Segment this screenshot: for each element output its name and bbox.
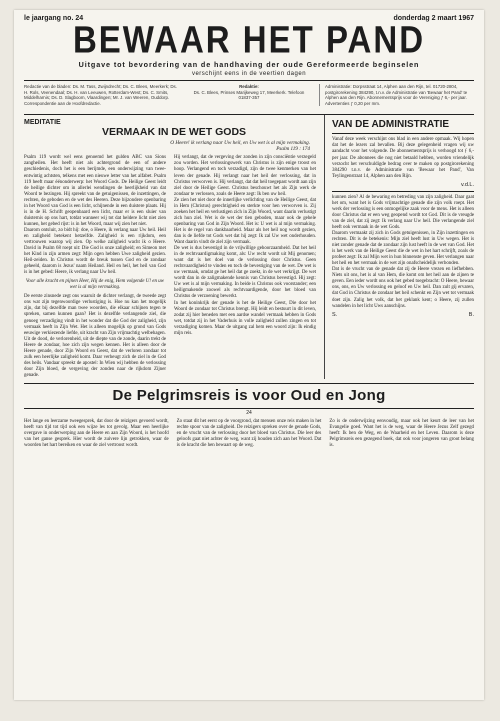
paragraph: De eerste zinsnede zegt ons waaruit de dichter verlangt, de tweede zegt ons wat zijn tegenwoordige verlustiging is. Hoe nu kan het mogelijk zijn, dat bij dezelfde man twee woorden, die elkaar schijnen tegen te spreken, samen kunnen gaan? Het is dezelfde verlangende ziel, die genoeg verzadiging vindt in het wonder dat die God der zaligheid, zijn vermaak heeft in Zijn Wet. Het is alleen mogelijk op grond van Gods eeuwige verkiezende liefde, uit kracht van Zijn vrijmachtig welbehagen. [24, 294, 166, 336]
pelgrim-column-1: Het lange en leerzame tweegesprek, dat door de reizigers gevoerd wordt, heeft van tijd tot tijd ook een wijze les tot gevolg. Maar een heerlijke overgave in onderwerping aan de Heere en aan Zijn Woord, is het hoofd van het ganse gesprek. Hier wordt de zuivere lijn getrokken, waar de woorden het hart bereiken en waar de ziel vertroost wordt. [24, 418, 169, 449]
paragraph: In het koninkrijk der genade is het de Heilige Geest, Die door het Woord de zondaar tot Christus brengt. Hij leidt en bestuurt in dit leven, zodat zij hier beneden met een aardse wandel vermaak hebben in Gods wet, totdat zij in het Vaderhuis in volle zaligheid zullen zingen en tot verzadiging komen. Maar de uitgang zal hem een woord zijn: Ik eindig mijn reis. [174, 300, 316, 336]
administratie-signature [332, 182, 474, 188]
paragraph: Hij verlangt, dat de vergeving der zonden in zijn consciëntie verzegeld zou worden. Het verlossingswerk van Christus is zijn enige troost en hoop. Verlangend en toch verzadigd, zijn de twee kenmerken van het leven der genade. Hij verlangt naar het heil der verlossing, dat in Christus verworven is. Hij verlangt, dat dat heil toegepast wordt aan zijn ziel door de Heilige Geest. Christus beschouwt het als Zijn werk de zondaar te verlossen, zoals de Heere zegt: Ik ben uw heil. [174, 155, 316, 197]
meditatie-quote-text: O Heere! ik verlang naar Uw heil, en Uw wet is al mijn vermaking. [170, 140, 310, 147]
main-section [24, 114, 474, 379]
issue-date: donderdag 2 maart 1967 [393, 15, 474, 22]
paragraph: Uit de dood, de verlorenheid, uit de diepte van de zonde, daarin trekt de Heere de zondaar, hoe zich zijn wegen kennen. Het is alleen door de Heere genade, door Zijn Woord en Geest, dat de verloren zondaar tot zulk een heerlijke zaligheid komt. Daar verheugt zich de ziel in de God des heils. Vandaar spreekt de apostel: In Wien wij hebben de verlossing door Zijn bloed, de vergeving der zonden naar de rijkdom Zijner genade. [24, 336, 166, 378]
info-editorial-heading: Redaktie: [239, 84, 259, 89]
meditatie-label: MEDITATIE [24, 119, 61, 127]
paragraph: Daarom ontsluit, zo bidt hij: doe, o Heere, ik verlang naar Uw heil. Heil en zaligheid betekent hetzelfde. Zaligheid is een rijkdom, een vertrouwen waarop wij zien. Op welke zaligheid wacht ik o Heere. David in Psalm 68 roept uit: Die God is onze zaligheid; en Simeon met het Kind in zijn armen zegt: Mijn ogen hebben Uwe zaligheid gezien. Heil-zeiden. In Christus wordt de breuk tussen God en de zondaar geheeld, daarom is Jezus' naam Heiland. Heil en heil, het heil van God is in het gebed: Heere, ik verlang naar Uw heil. [24, 227, 166, 276]
masthead-subtitle: Uitgave tot bevordering van de handhaving der oude Gereformeerde beginselen [78, 60, 420, 69]
page-number: 24 [246, 409, 252, 416]
signature-right: B. [468, 311, 474, 318]
paragraph: Dat is de vrucht van de genade dat zij de Heere vrezen en liefhebben. Niets uit ons, het is al van Hem, die komt om het heil aan de zijnen te geven. Een ieder wordt ons ook het gebed toegebracht: O Heere, bewaar ons, ons, en Uw verlossing en geloof en Uw heil. Dan zult gij ervaren, dat God in Christus de zondaar het heil schenkt en Zijn wet tot vermaak doet zijn. Zalig het volk, dat het geklank kent; o Heere, zij zullen wandelen in het licht Uws aanschijns. [332, 267, 474, 309]
paragraph: De wet is dus bevestigd in de vrijwillige gehoorzaamheid. Dat het heil in de rechtvaardigmaking komt, als: Uw recht wordt uit Mij genomen; want dat is het doel van de verlossing door Christus. Geen rechtvaardigheid te vinden en toch de bevestiging van de wet. De wet is uw vermaak, omdat ge het heil dat ge zoekt, in de wet verkrijgt. De wet wordt dan in de zaligmakende kennis van Christus bevestigd. Hij zegt: Uw wet is al mijn vermaking. In beide is Christus ook voorstander; een heiligmakende zoowel als rechtvaardigende, door het bloed van Christus de verzoening bewerkt. [174, 246, 316, 300]
paragraph: Vanaf deze week verschijnt ons blad in een andere opmaak. Wij hopen dat het de lezers zal bevallen. Bij deze gelegenheid vragen wij uw aandacht voor het volgende. De abonnementsprijs is verhoogd tot ƒ 6,- per jaar. De abonnees die nog niet betaald hebben, worden vriendelijk verzocht het verschuldigde bedrag over te maken op postgirorekening 384290 t.n.v. de Administratie van 'Bewaar het Pand', Van Teylingenstraat 14, Alphen aan den Rijn. [332, 137, 474, 179]
info-editorial-text: Ds. C. Blees, Prinses Marijkeweg 17, Meerkerk. Telefoon 01837-357 [193, 89, 305, 101]
meditatie-quote [24, 140, 310, 152]
masthead-title: BEWAAR HET PAND [72, 18, 426, 61]
administratie-rule [332, 133, 474, 134]
paragraph: Psalm 119 wordt wel eens genoemd het gulden ABC van Sions zangheilen. Het heeft niet als achtergrond de een of andere geschiedenis, doch het is een berijmde, een onderwijzing van twee-entwintig achtsten, telkens met een nieuwe letter van het alfabet. Psalm 119 heeft maar éénonderwerp: het Woord Gods. De Heilige Geest leidt de heilige dichter om in allerlei wendingen de heerlijkheid van dat Woord te bezingen. Hij spreekt van de getuigenissen, de inzettingen, de rechten, de geboden en de wet des Heeren. Deze bijzondere openbaring in het Woord van God is een licht, schijnende in een duistere plaats. Hij is in de H. Schrift geopenbaard een licht, maar er is een sluier van duisternis op ons hart, totdat wanneer wij tot dat heldere licht niet zien kunnen, het gebed rijst: is in het Woord, maar wij zien het niet. [24, 155, 166, 227]
info-administration: Administratie: Dorpsstraat 14, Alphen aan den Rijn, tel. 01720-2804, postgirorekening 384290, t.n.v. de Administratie van 'Bewaar het Pand' te Alphen aan den Rijn. Abonnementsprijs voor de Vereniging ƒ 6,- per jaar. Advertenties ƒ 0,20 per mm. [319, 84, 474, 106]
info-left: Redactie van de bladen: Ds. M. Tass, Zwijndrecht; Ds. C. Blees, Meerkerk; Ds. H. Rols, Veenendaal; Ds. H. van Leeuwen, Rotterdam-West; Ds. C. Smits, Middelharnis; Ds. D. Slagboom, Vlaardingen; Mr. J. van Weeren, Ouddorp. Correspondentie aan de Hoofdredactie. [24, 84, 177, 106]
newspaper-page [14, 10, 484, 700]
info-bar [14, 81, 484, 108]
signature-initials: v.d.L. [460, 181, 474, 188]
pelgrim-title: De Pelgrimsreis is voor Oud en Jong [112, 386, 386, 404]
meditatie-quote-ref: Psalm 119 : 174 [276, 146, 310, 153]
meditatie-title: VERMAAK IN DE WET GODS [101, 126, 247, 139]
administratie-article [324, 115, 474, 379]
issue-number: le jaargang no. 24 [24, 15, 84, 22]
pelgrim-banner [24, 383, 474, 409]
article-signature [332, 312, 474, 318]
info-editorial [187, 84, 311, 106]
meditatie-columns [24, 155, 324, 379]
verse: Voor alle kracht en pijnen Heer, Hij de enig, Hem volgende U! en uw wet is al mijn vermaking. [25, 279, 165, 291]
administratie-title: VAN DE ADMINISTRATIE [332, 119, 450, 131]
paragraph: Daarom vermaakt zij zich in Gods getuigenissen, in Zijn inzettingen en rechten. Dit is de betekenis: Mijn ziel heeft lust in Uw wegen. Het is niet zonder genade dat de zondaar zijn lust heeft in de wet van God. Het is het werk van de Heilige Geest die de wet in het hart schrijft, zoals de profeet zegt: Ik zal Mijn wet in hun binnenste geven. Het verlangen naar het heil en het vermaak in de wet zijn onafscheidelijk verbonden. [332, 230, 474, 267]
pelgrim-columns [24, 419, 474, 449]
pelgrim-column-3: Zo is de onderwijzing eenvoudig, maar ook het keurt de leer van het Evangelie goed. Want het is de weg, waar de Heere Jezus Zelf gezegd heeft: Ik ben de Weg, en de Waarheid en het Leven. Daarom is deze Pelgrimsreis een gezegend boek, dat ook voor jongeren van groot belang is. [329, 418, 474, 449]
administratie-rule-2 [332, 191, 474, 192]
meditatie-article [24, 115, 324, 379]
meditatie-column-1 [24, 155, 166, 379]
pelgrim-column-2: Zo staat dit het eerst op de voorgrond, dat mensen onze reis maken in het rechte spoor van de zaligheid. De reizigers spreken over de genade Gods, en de vrucht van de verlossing door het bloed van Christus. Die leer des geloofs gaat niet achter de weg, want zij houden zich aan het Woord. Dat is de kracht die hen bewaart op de weg. [176, 418, 322, 449]
paragraph: kunnen zien? Al de bewaring en betreding van zijn zaligheid. Daar gaat het om, want het is Gods vrijmachtige genade die zijn volk roept. Het werk der verlossing is een onmogelijke zaak voor de mens. Het is alleen door Christus dat er een weg geopend wordt tot God. Dit is de vreugde van de ziel, dat zij zegt: Ik verlang naar Uw heil. Die verlangende ziel heeft ook vermaak in de wet Gods. [332, 194, 474, 230]
paragraph: Ze zien het niet door de innerlijke verlichting van de Heilige Geest, dat in Hem (Christus) gerechtigheid en sterkte voor hen verworven is. Zij zoeken het heil en verlustigen zich in Zijn Woord, want daarin verlustigt zich hun ziel. Wet is de wet der tien geboden, maar ook de gehele openbaring van God in Zijn Woord. Het is: U wet is al mijn vermaking. Het is de regel van dankbaarheid. Maar als het heil nog wordt gezien, dan is de liefde tot Gods wet dat hij zegt: Ik zal Uw wet onderhouden. Want daarin vindt de ziel zijn vermaak. [174, 197, 316, 246]
masthead-tagline: verschijnt eens in de veertien dagen [191, 71, 307, 77]
meditatie-column-2 [174, 155, 316, 379]
signature-left: S. [332, 311, 338, 318]
